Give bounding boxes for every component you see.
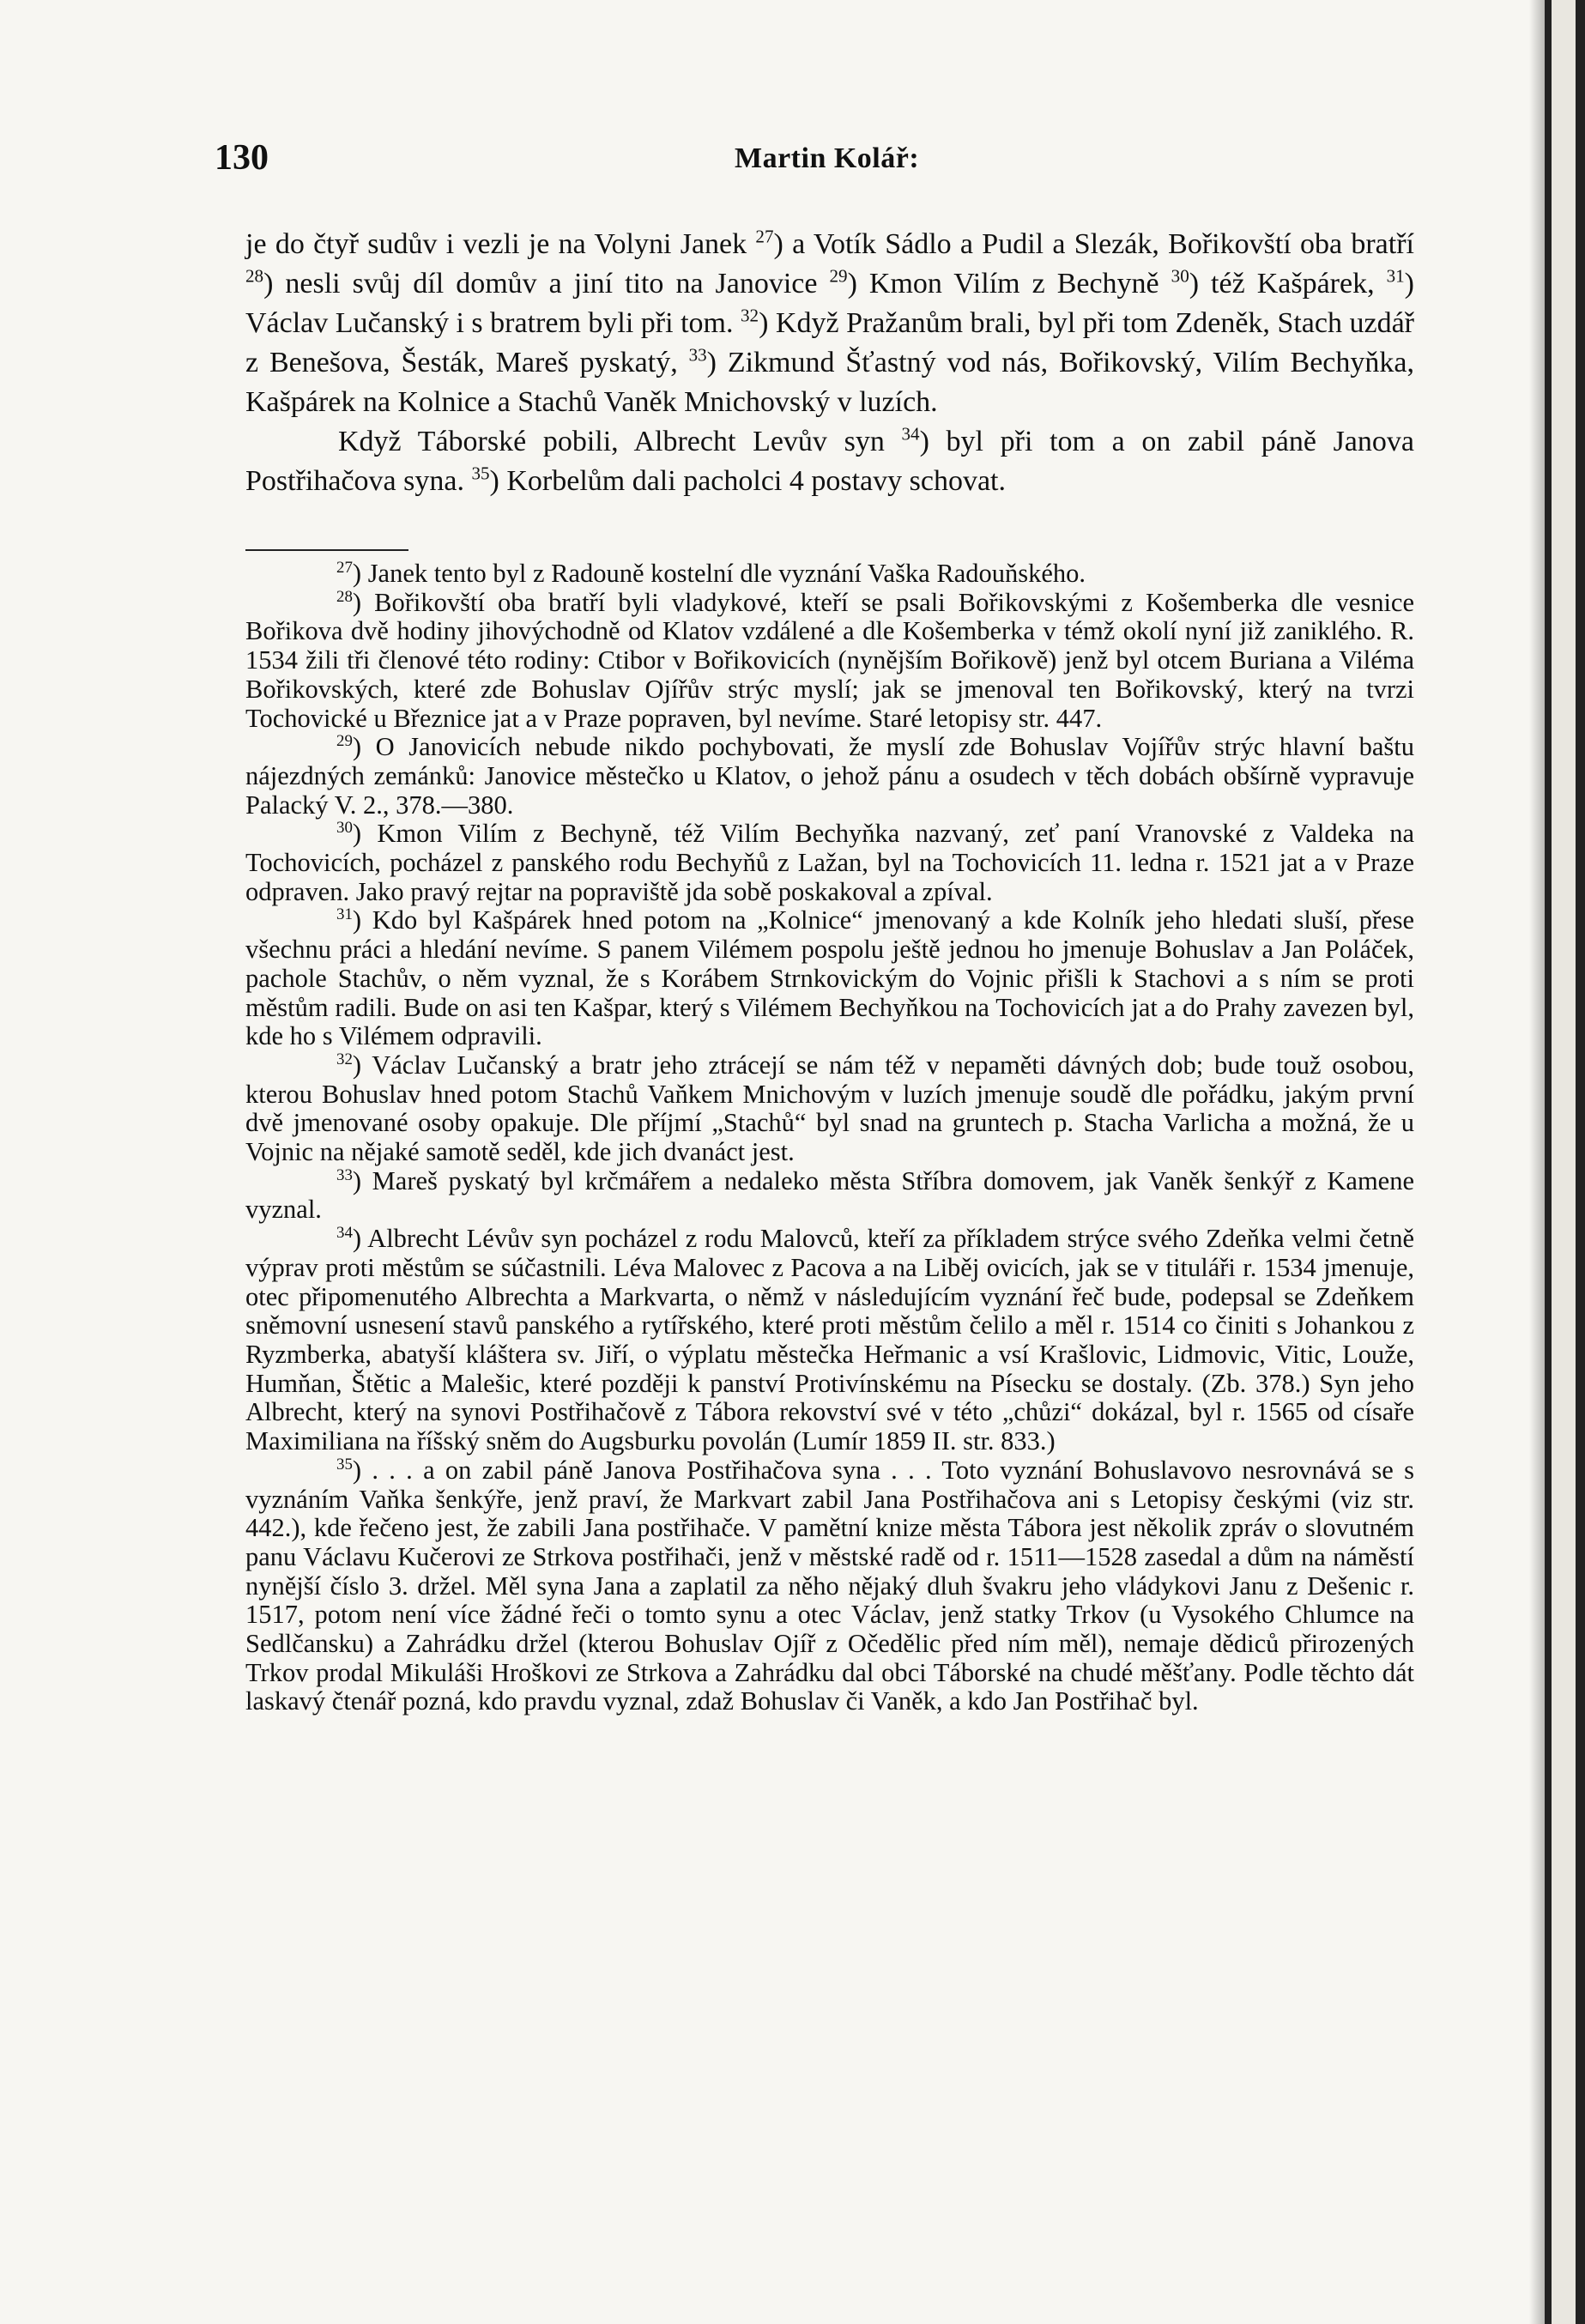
page-header [0,137,1545,189]
footnotes [245,560,1414,1716]
running-head: Martin Kolář: [735,142,920,174]
paragraph: Když Táborské pobili, Albrecht Levův syn $^{34}$) byl při tom a on zabil páně Janova Postřihačova syna. $^{35}$) Korbelům dali pacholci 4 postavy schovat. [245,423,1414,497]
footnote: $^{28}$) Bořikovští oba bratří byli vladykové, kteří se psali Bořikovskými z Košemberka dle vesnice Bořikova dvě hodiny jihovýchodně od Klatov vzdálené a dle Košemberka v témž okolí nyní již zaniklého. R. 1534 žili tři členové této rodiny: Ctibor v Bořikovicích (nynějším Bořikově) jenž byl otcem Buriana a Viléma Bořikovských, které zde Bohuslav Ojířův strýc myslí; jak se jmenoval ten Bořikovský, který na tvrzi Tochovické u Březnice jat a v Praze popraven, byl nevíme. Staré letopisy str. 447. [245,587,1414,733]
main-text [245,225,1414,501]
footnote: $^{34}$) Albrecht Lévův syn pocházel z rodu Malovců, kteří za příkladem strýce svého Zdeňka velmi četně výprav proti městům se súčastnili. Léva Malovec z Pacova a na Liběj ovicích, jak se v tituláři r. 1534 jmenuje, otec připomenutého Albrechta a Markvarta, o němž v následujícím vyznání řeč bude, podepsal se Zdeňkem sněmovní usnesení stavů panského a rytířského, které proti městům čelilo a měl r. 1514 co činiti s Johankou z Ryzmberka, abatyší kláštera sv. Jiří, o výplatu městečka Heřmanic a vsí Krašlovic, Lidmovic, Vitic, Louže, Humňan, Štětic a Malešic, které později k panství Protivínskému na Písecku se dostaly. (Zb. 378.) Syn jeho Albrecht, který na synovi Postřihačově z Tábora rekovství své v této „chůzi“ dokázal, byl r. 1565 od císaře Maximiliana na říšský sněm do Augsburku povolán (Lumír 1859 II. str. 833.) [245,1224,1414,1456]
page-edge-strip [1552,0,1576,2324]
page-number: 130 [215,138,269,178]
footnote: $^{32}$) Václav Lučanský a bratr jeho ztrácejí se nám též v nepaměti dávných dob; bude touž osobou, kterou Bohuslav hned potom Stachů Vaňkem Mnichovým v luzích jmenuje soudě dle pořádku, jakým první dvě jmenované osoby opakuje. Dle příjmí „Stachů“ byl snad na gruntech p. Stacha Varlicha a možná, že u Vojnic na nějaké samotě seděl, kde jich dvanáct jest. [245,1050,1414,1167]
adjacent-page-edge [1545,0,1585,2324]
footnote: $^{29}$) O Janovicích nebude nikdo pochybovati, že myslí zde Bohuslav Vojířův strýc hlavní baštu nájezdných zemánků: Janovice městečko u Klatov, o jehož pánu a osudech v těch dobách obšírně vypravuje Palacký V. 2., 378.—380. [245,732,1414,820]
footnote: $^{35}$) . . . a on zabil páně Janova Postřihačova syna . . . Toto vyznání Bohuslavovo nesrovnává se s vyznáním Vaňka šenkýře, jenž praví, že Markvart zabil Jana Postřihačova ani s Letopisy českými (viz str. 442.), kde řečeno jest, že zabili Jana postřihače. V pamětní knize města Tábora jest několik zpráv o slovutném panu Václavu Kučerovi ze Strkova postřihači, jenž v městské radě od r. 1511—1528 zasedal a dům na náměstí nynější číslo 3. držel. Měl syna Jana a zaplatil za něho nějaký dluh švakru jeho vládykovi Janu z Dešenic r. 1517, potom není více žádné řeči o tomto synu a otec Václav, jenž statky Trkov (u Vysokého Chlumce na Sedlčansku) a Zahrádku držel (kterou Bohuslav Ojíř z Očedělic před ním měl), nemaje dědiců přirozených Trkov prodal Mikuláši Hroškovi ze Strkova a Zahrádku dal obci Táborské na chudé měšťany. Podle těchto dát laskavý čtenář pozná, kdo pravdu vyznal, zdaž Bohuslav či Vaněk, a kdo Jan Postřihač byl. [245,1455,1414,1716]
footnote: $^{31}$) Kdo byl Kašpárek hned potom na „Kolnice“ jmenovaný a kde Kolník jeho hledati sluší, přese všechnu práci a hledání nevíme. S panem Vilémem pospolu ještě jednou ho jmenuje Bohuslav a Jan Poláček, pachole Stachův, o něm vyznal, že s Korábem Strnkovickým do Vojnic přišli k Stachovi a s ním se proti městům radili. Bude on asi ten Kašpar, který s Vilémem Bechyňkou na Tochovicích jat a do Prahy zavezen byl, kde ho s Vilémem odpravili. [245,905,1414,1051]
footnote: $^{27}$) Janek tento byl z Radouně kostelní dle vyznání Vaška Radouňského. [336,558,1086,588]
footnote: $^{33}$) Mareš pyskatý byl krčmářem a nedaleko města Stříbra domovem, jak Vaněk šenkýř z Kamene vyznal. [245,1165,1414,1225]
paragraph: je do čtyř sudův i vezli je na Volyni Janek $^{27}$) a Votík Sádlo a Pudil a Slezák, Bořikovští oba bratří $^{28}$) nesli svůj díl domův a jiní tito na Janovice $^{29}$) Kmon Vilím z Bechyně $^{30}$) též Kašpárek, $^{31}$) Václav Lučanský i s bratrem byli při tom. $^{32}$) Když Pražanům brali, byl při tom Zdeněk, Stach uzdář z Benešova, Šesták, Mareš pyskatý, $^{33}$) Zikmund Šťastný vod nás, Bořikovský, Vilím Bechyňka, Kašpárek na Kolnice a Stachů Vaněk Mnichovský v luzích. [245,226,1414,418]
footnote: $^{30}$) Kmon Vilím z Bechyně, též Vilím Bechyňka nazvaný, zeť paní Vranovské z Valdeka na Tochovicích, pocházel z panského rodu Bechyňů z Lažan, byl na Tochovicích 11. ledna r. 1521 jat a v Praze odpraven. Jako pravý rejtar na popraviště jda sobě poskakoval a zpíval. [245,819,1414,906]
footnote-divider [245,549,408,551]
